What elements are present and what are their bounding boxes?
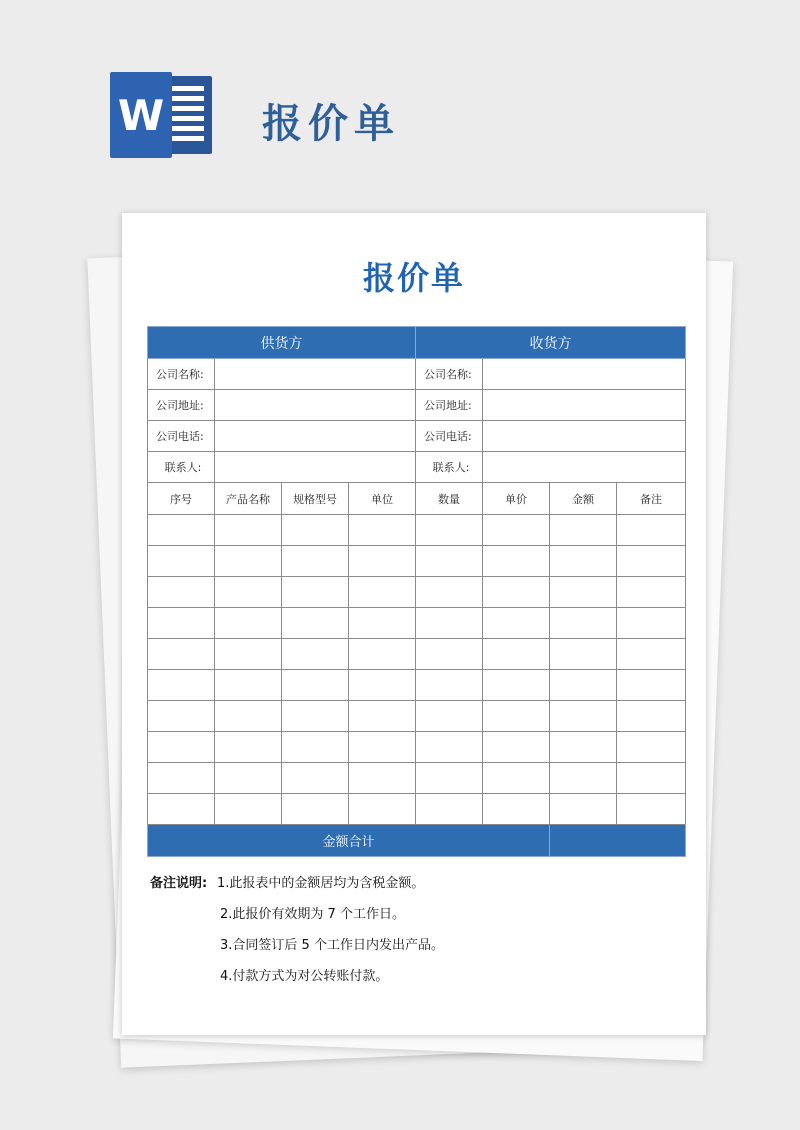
item-cell[interactable] [282,763,349,794]
column-header-remarks: 备注 [617,483,686,515]
item-row [148,763,686,794]
receiver-contact-label: 联系人: [416,452,483,483]
document-title: 报价单 [362,259,465,297]
info-row [148,452,686,483]
item-cell[interactable] [483,608,550,639]
item-cell[interactable] [282,794,349,825]
note-row [150,903,444,934]
info-row [148,390,686,421]
document-page [122,213,706,1035]
item-cell[interactable] [282,701,349,732]
total-label: 金额合计 [148,825,550,857]
item-cell[interactable] [416,670,483,701]
word-logo-letter: W [110,72,172,158]
supplier-phone-field[interactable] [215,421,416,452]
supplier-contact-field[interactable] [215,452,416,483]
item-cell[interactable] [349,577,416,608]
item-cell[interactable] [550,732,617,763]
item-cell[interactable] [483,515,550,546]
item-cell[interactable] [483,794,550,825]
item-cell[interactable] [416,639,483,670]
note-row [150,965,444,996]
item-cell[interactable] [148,763,215,794]
item-cell[interactable] [550,701,617,732]
item-cell[interactable] [617,515,686,546]
item-cell[interactable] [349,732,416,763]
item-cell[interactable] [148,732,215,763]
note-row [150,934,444,965]
item-cell[interactable] [550,670,617,701]
total-row [148,825,686,857]
supplier-address-label: 公司地址: [148,390,215,421]
column-header-quantity: 数量 [416,483,483,515]
item-cell[interactable] [215,701,282,732]
item-cell[interactable] [617,794,686,825]
item-row [148,794,686,825]
receiver-phone-label: 公司电话: [416,421,483,452]
item-cell[interactable] [416,515,483,546]
notes-label: 备注说明: [150,876,208,891]
item-cell[interactable] [215,546,282,577]
note-item: 1.此报表中的金额居均为含税金额。 [217,876,425,891]
notes-section [150,872,444,996]
item-cell[interactable] [416,732,483,763]
supplier-phone-label: 公司电话: [148,421,215,452]
supplier-contact-label: 联系人: [148,452,215,483]
item-cell[interactable] [215,763,282,794]
note-item: 4.付款方式为对公转账付款。 [220,969,389,984]
item-cell[interactable] [617,670,686,701]
item-cell[interactable] [215,732,282,763]
item-cell[interactable] [483,546,550,577]
receiver-company-name-label: 公司名称: [416,359,483,390]
item-cell[interactable] [483,639,550,670]
item-row [148,515,686,546]
item-cell[interactable] [349,670,416,701]
item-row [148,701,686,732]
item-cell[interactable] [550,639,617,670]
item-cell[interactable] [215,670,282,701]
item-cell[interactable] [550,546,617,577]
item-row [148,608,686,639]
supplier-company-name-label: 公司名称: [148,359,215,390]
item-cell[interactable] [483,732,550,763]
item-cell[interactable] [282,670,349,701]
total-value-field[interactable] [550,825,686,857]
item-cell[interactable] [483,763,550,794]
quote-table [147,326,686,857]
item-cell[interactable] [349,639,416,670]
receiver-address-field[interactable] [483,390,686,421]
item-cell[interactable] [282,608,349,639]
item-cell[interactable] [282,577,349,608]
item-cell[interactable] [617,732,686,763]
column-header-product-name: 产品名称 [215,483,282,515]
item-cell[interactable] [416,546,483,577]
receiver-heading: 收货方 [416,327,686,359]
word-logo-icon [110,72,214,158]
item-cell[interactable] [550,577,617,608]
item-cell[interactable] [416,794,483,825]
item-cell[interactable] [349,515,416,546]
info-row [148,421,686,452]
item-cell[interactable] [148,639,215,670]
supplier-address-field[interactable] [215,390,416,421]
item-cell[interactable] [483,577,550,608]
item-cell[interactable] [148,608,215,639]
item-cell[interactable] [617,608,686,639]
receiver-company-name-field[interactable] [483,359,686,390]
note-item: 2.此报价有效期为 7 个工作日。 [220,907,405,922]
item-cell[interactable] [483,701,550,732]
item-cell[interactable] [349,794,416,825]
item-row [148,732,686,763]
item-cell[interactable] [215,515,282,546]
item-cell[interactable] [617,639,686,670]
supplier-heading: 供货方 [148,327,416,359]
item-cell[interactable] [282,639,349,670]
info-row [148,359,686,390]
item-cell[interactable] [617,577,686,608]
item-cell[interactable] [215,608,282,639]
item-rows [148,515,686,825]
item-cell[interactable] [550,515,617,546]
item-cell[interactable] [148,670,215,701]
item-cell[interactable] [148,577,215,608]
column-header-amount: 金额 [550,483,617,515]
column-header-unit-price: 单价 [483,483,550,515]
item-cell[interactable] [282,546,349,577]
item-cell[interactable] [349,546,416,577]
item-cell[interactable] [215,794,282,825]
column-header-spec: 规格型号 [282,483,349,515]
item-cell[interactable] [282,515,349,546]
item-cell[interactable] [550,794,617,825]
item-cell[interactable] [416,763,483,794]
item-cell[interactable] [349,763,416,794]
item-cell[interactable] [349,608,416,639]
item-cell[interactable] [550,763,617,794]
item-cell[interactable] [416,701,483,732]
item-cell[interactable] [148,701,215,732]
header-title: 报价单 [262,101,400,147]
item-cell[interactable] [148,546,215,577]
item-cell[interactable] [215,577,282,608]
item-cell[interactable] [617,763,686,794]
item-row [148,577,686,608]
item-cell[interactable] [617,701,686,732]
item-cell[interactable] [148,794,215,825]
item-cell[interactable] [617,546,686,577]
note-row [150,872,444,903]
note-item: 3.合同签订后 5 个工作日内发出产品。 [220,938,444,953]
item-cell[interactable] [349,701,416,732]
item-row [148,670,686,701]
receiver-contact-field[interactable] [483,452,686,483]
item-row [148,639,686,670]
receiver-address-label: 公司地址: [416,390,483,421]
column-header-index: 序号 [148,483,215,515]
item-cell[interactable] [148,515,215,546]
column-header-unit: 单位 [349,483,416,515]
item-cell[interactable] [215,639,282,670]
item-row [148,546,686,577]
party-header-row [148,327,686,359]
receiver-phone-field[interactable] [483,421,686,452]
supplier-company-name-field[interactable] [215,359,416,390]
item-cell[interactable] [416,608,483,639]
item-cell[interactable] [416,577,483,608]
column-header-row [148,483,686,515]
item-cell[interactable] [483,670,550,701]
item-cell[interactable] [282,732,349,763]
item-cell[interactable] [550,608,617,639]
